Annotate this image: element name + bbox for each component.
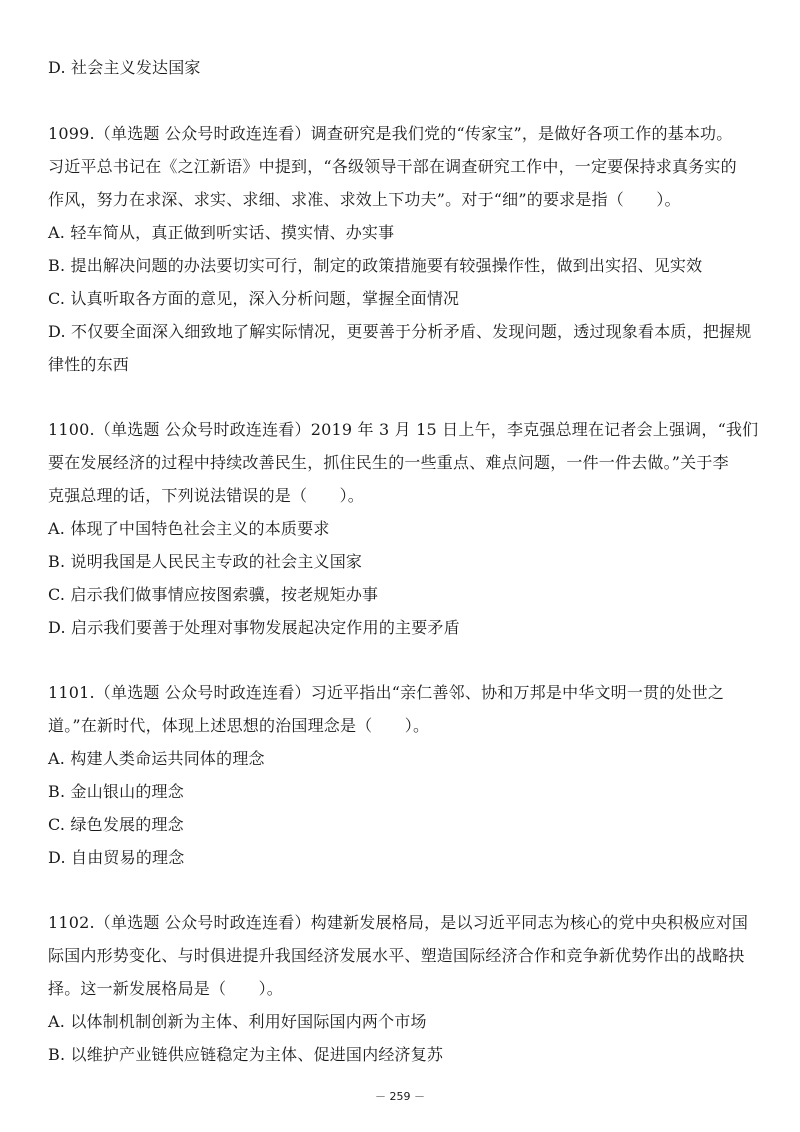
option-a: A. 体现了中国特色社会主义的本质要求 [48,519,330,538]
option-d: D. 自由贸易的理念 [48,848,185,867]
option-c: C. 绿色发展的理念 [48,815,184,834]
option-d: D. 不仅要全面深入细致地了解实际情况，更要善于分析矛盾、发现问题，透过现象看本质，把握规 [48,322,752,341]
question-text: 1102.（单选题 公众号时政连连看）构建新发展格局，是以习近平同志为核心的党中央积极应对国 [48,913,749,932]
option-a: A. 以体制机制创新为主体、利用好国际国内两个市场 [48,1012,427,1031]
option-b: B. 说明我国是人民民主专政的社会主义国家 [48,552,363,571]
question-text: 际国内形势变化、与时俱进提升我国经济发展水平、塑造国际经济合作和竞争新优势作出的战略抉 [48,946,745,965]
option-d-continued: 律性的东西 [48,355,130,374]
option-a: A. 构建人类命运共同体的理念 [48,749,265,768]
question-text: 1101.（单选题 公众号时政连连看）习近平指出“亲仁善邻、协和万邦是中华文明一贯的处世之 [48,683,725,702]
page-number: － 259 － [375,1090,425,1103]
question-text: 1100.（单选题 公众号时政连连看）2019 年 3 月 15 日上午，李克强总理在记者会上强调，“我们 [48,420,759,439]
question-text: 作风，努力在求深、求实、求细、求准、求效上下功夫”。对于“细”的要求是指（ ）。 [48,190,681,209]
question-text: 要在发展经济的过程中持续改善民生，抓住民生的一些重点、难点问题，一件一件去做。”关于李 [48,453,729,472]
option-text: D. 社会主义发达国家 [48,58,201,77]
option-b: B. 提出解决问题的办法要切实可行，制定的政策措施要有较强操作性，做到出实招、见实效 [48,256,703,275]
question-text: 习近平总书记在《之江新语》中提到，“各级领导干部在调查研究工作中，一定要保持求真务实的 [48,157,737,176]
question-text: 1099.（单选题 公众号时政连连看）调查研究是我们党的“传家宝”，是做好各项工作的基本功。 [48,124,733,143]
question-text: 择。这一新发展格局是（ ）。 [48,979,284,998]
option-c: C. 启示我们做事情应按图索骥，按老规矩办事 [48,585,379,604]
option-a: A. 轻车简从，真正做到听实话、摸实情、办实事 [48,223,395,242]
question-text: 道。”在新时代，体现上述思想的治国理念是（ ）。 [48,716,430,735]
option-b: B. 以维护产业链供应链稳定为主体、促进国内经济复苏 [48,1045,444,1064]
option-b: B. 金山银山的理念 [48,782,184,801]
option-c: C. 认真听取各方面的意见，深入分析问题，掌握全面情况 [48,289,460,308]
option-d: D. 启示我们要善于处理对事物发展起决定作用的主要矛盾 [48,618,460,637]
question-text: 克强总理的话，下列说法错误的是（ ）。 [48,486,365,505]
